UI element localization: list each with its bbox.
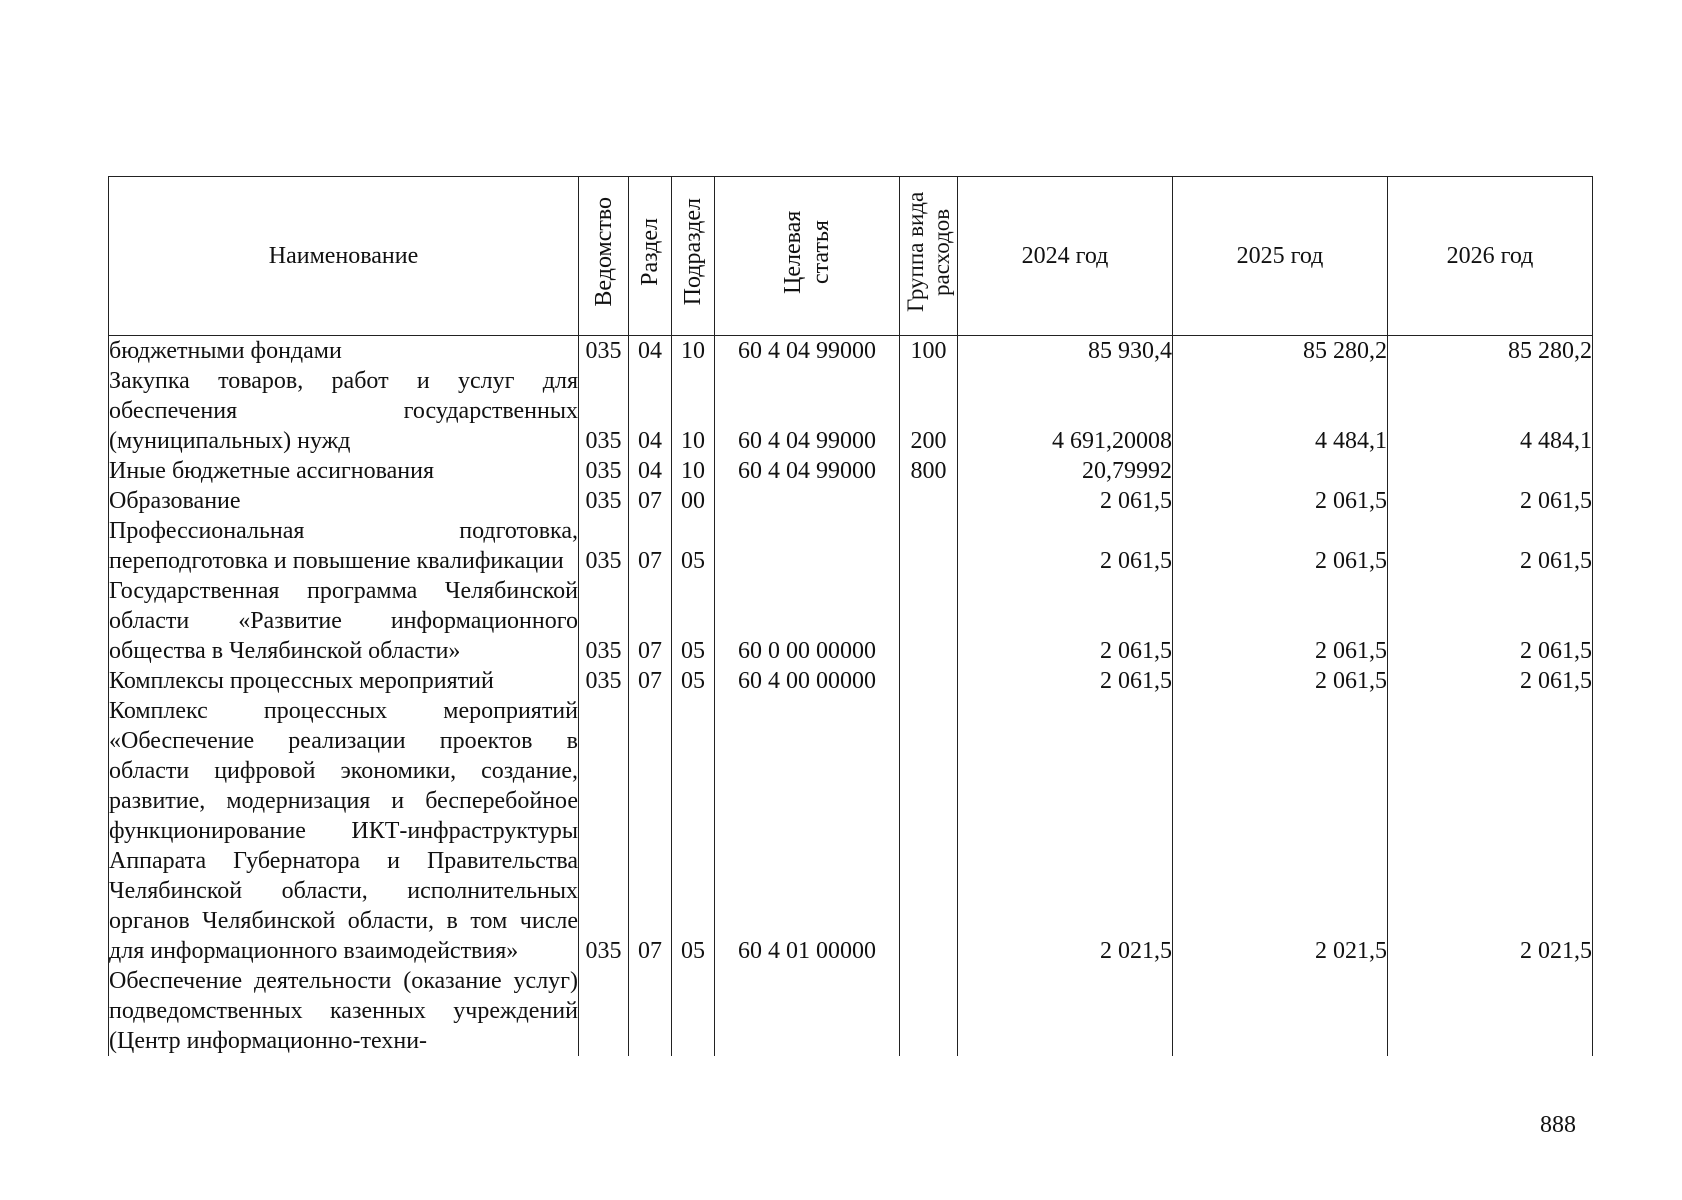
header-podrazdel	[672, 177, 715, 336]
row-2026: 2 061,5	[1388, 666, 1593, 696]
row-cs	[715, 966, 900, 1056]
row-2026: 2 061,5	[1388, 516, 1593, 576]
row-name: Закупка товаров, работ и услуг для обеспечения государственных (муниципальных) нужд	[109, 368, 578, 454]
table-row	[109, 366, 1593, 456]
table-row	[109, 516, 1593, 576]
row-cs: 60 4 04 99000	[715, 456, 900, 486]
row-podr: 10	[672, 366, 715, 456]
row-2026: 2 021,5	[1388, 696, 1593, 966]
row-name: бюджетными фондами	[109, 336, 579, 367]
row-razd: 07	[629, 666, 672, 696]
page-number: 888	[1540, 1112, 1576, 1138]
row-2026: 2 061,5	[1388, 486, 1593, 516]
header-celevaya-label: Целевая статья	[780, 210, 834, 294]
header-celevaya	[715, 177, 900, 336]
header-vedomstvo	[579, 177, 629, 336]
row-2025: 2 061,5	[1173, 486, 1388, 516]
row-2025: 2 061,5	[1173, 516, 1388, 576]
row-2024	[958, 966, 1173, 1056]
row-vr: 200	[900, 366, 958, 456]
header-2026: 2026 год	[1388, 177, 1593, 336]
table-row	[109, 966, 1593, 1056]
row-razd: 07	[629, 516, 672, 576]
row-ved: 035	[579, 696, 629, 966]
row-vr	[900, 966, 958, 1056]
table-row	[109, 576, 1593, 666]
row-podr: 05	[672, 576, 715, 666]
row-vr: 100	[900, 336, 958, 367]
row-2026: 2 061,5	[1388, 576, 1593, 666]
row-name: Профессиональная подготовка, переподготовка и повышение квалификации	[109, 518, 578, 574]
header-gruppa-label: Группа вида расходов	[902, 191, 954, 313]
row-2025	[1173, 966, 1388, 1056]
row-vr	[900, 486, 958, 516]
row-2026: 85 280,2	[1388, 336, 1593, 367]
budget-table	[108, 176, 1593, 1056]
header-razdel-label: Раздел	[637, 218, 663, 286]
row-razd: 04	[629, 366, 672, 456]
row-2026: 4 484,1	[1388, 366, 1593, 456]
row-name: Образование	[109, 486, 579, 516]
row-razd	[629, 966, 672, 1056]
row-razd: 04	[629, 336, 672, 367]
row-ved: 035	[579, 366, 629, 456]
row-podr	[672, 966, 715, 1056]
row-ved: 035	[579, 336, 629, 367]
row-2025: 4 484,1	[1173, 366, 1388, 456]
row-2024: 4 691,20008	[958, 366, 1173, 456]
row-2024: 2 021,5	[958, 696, 1173, 966]
table-row	[109, 336, 1593, 367]
row-vr: 800	[900, 456, 958, 486]
row-vr	[900, 516, 958, 576]
row-ved: 035	[579, 486, 629, 516]
row-cs: 60 0 00 00000	[715, 576, 900, 666]
row-cs: 60 4 01 00000	[715, 696, 900, 966]
row-vr	[900, 666, 958, 696]
row-vr	[900, 696, 958, 966]
header-podrazdel-label: Подраздел	[680, 198, 706, 306]
row-cs: 60 4 00 00000	[715, 666, 900, 696]
row-razd: 07	[629, 696, 672, 966]
row-podr: 05	[672, 666, 715, 696]
row-2025: 2 021,5	[1173, 696, 1388, 966]
header-vedomstvo-label: Ведомство	[590, 197, 617, 307]
row-ved: 035	[579, 516, 629, 576]
row-2024: 85 930,4	[958, 336, 1173, 367]
row-2025: 2 061,5	[1173, 576, 1388, 666]
header-razdel	[629, 177, 672, 336]
row-2026	[1388, 966, 1593, 1056]
row-name: Комплексы процессных мероприятий	[109, 666, 579, 696]
row-podr: 05	[672, 516, 715, 576]
row-podr: 00	[672, 486, 715, 516]
row-2025: 2 061,5	[1173, 666, 1388, 696]
row-podr: 10	[672, 456, 715, 486]
row-ved: 035	[579, 456, 629, 486]
table-row	[109, 486, 1593, 516]
row-razd: 04	[629, 456, 672, 486]
row-vr	[900, 576, 958, 666]
row-cs	[715, 516, 900, 576]
row-podr: 05	[672, 696, 715, 966]
header-gruppa	[900, 177, 958, 336]
row-podr: 10	[672, 336, 715, 367]
row-razd: 07	[629, 486, 672, 516]
header-2024: 2024 год	[958, 177, 1173, 336]
row-name: Обеспечение деятельности (оказание услуг) подведомственных казенных учреждений (Центр информационно-техни-	[109, 968, 578, 1054]
row-2025	[1173, 456, 1388, 486]
row-2024: 2 061,5	[958, 666, 1173, 696]
row-name: Иные бюджетные ассигнования	[109, 456, 579, 486]
header-2025: 2025 год	[1173, 177, 1388, 336]
row-cs: 60 4 04 99000	[715, 336, 900, 367]
row-cs: 60 4 04 99000	[715, 366, 900, 456]
table-row	[109, 666, 1593, 696]
row-ved	[579, 966, 629, 1056]
row-cs	[715, 486, 900, 516]
row-2024: 2 061,5	[958, 486, 1173, 516]
row-ved: 035	[579, 666, 629, 696]
budget-table-container	[108, 176, 1592, 1056]
row-2024: 2 061,5	[958, 576, 1173, 666]
row-name: Комплекс процессных мероприятий «Обеспечение реализации проектов в области цифровой экономики, создание, развитие, модернизация и бесперебойное функционирование ИКТ-инфраструктуры Аппарата Губернатора и Правительства Челябинской области, исполнительных органов Челябинской области, в том числе для информационного взаимодействия»	[109, 698, 578, 964]
row-ved: 035	[579, 576, 629, 666]
row-2025: 85 280,2	[1173, 336, 1388, 367]
header-name: Наименование	[109, 177, 579, 336]
row-2026	[1388, 456, 1593, 486]
table-row	[109, 696, 1593, 966]
row-name: Государственная программа Челябинской области «Развитие информационного общества в Челябинской области»	[109, 578, 578, 664]
table-row	[109, 456, 1593, 486]
row-2024: 2 061,5	[958, 516, 1173, 576]
row-2024: 20,79992	[958, 456, 1173, 486]
row-razd: 07	[629, 576, 672, 666]
header-row	[109, 177, 1593, 336]
